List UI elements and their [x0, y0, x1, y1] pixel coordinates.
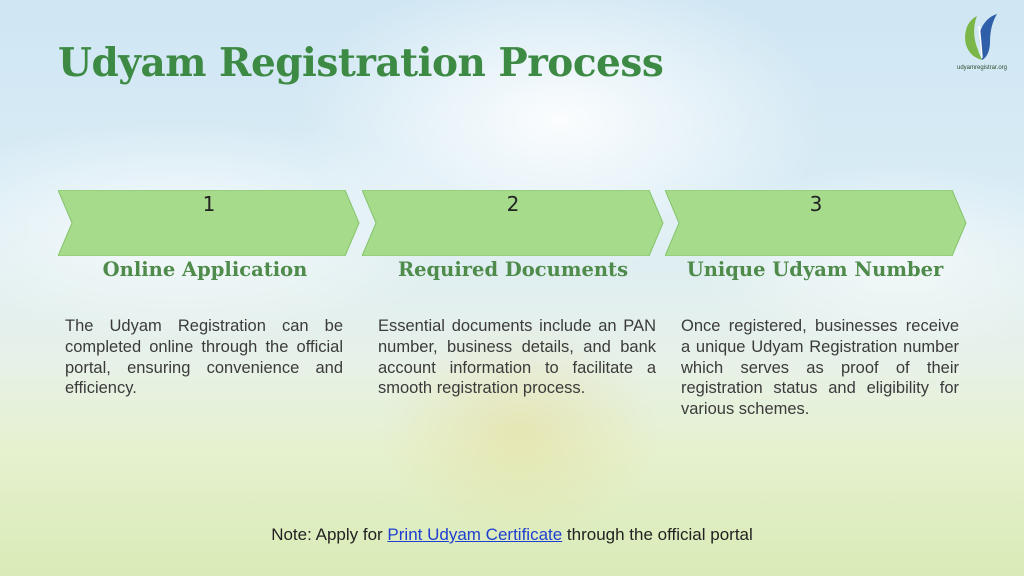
- step-1-description: The Udyam Registration can be completed online through the official portal, ensuring convenience and efficiency.: [65, 317, 343, 398]
- step-1-number: 1: [202, 192, 216, 216]
- logo: [950, 12, 1014, 84]
- step-1-chevron: [58, 190, 360, 256]
- step-2-title: Required Documents: [397, 258, 629, 281]
- note-prefix: Note: Apply for: [271, 525, 388, 544]
- udyamregistrar-leaf-logo-icon: [957, 12, 1007, 64]
- step-3-title: Unique Udyam Number: [686, 258, 944, 281]
- step-1-title: Online Application: [102, 258, 308, 281]
- step-3-number: 3: [809, 192, 823, 216]
- step-3-description: Once registered, businesses receive a unique Udyam Registration number which serves as proof of their registration status and eligibility for various schemes.: [681, 317, 959, 419]
- footer-note: [0, 525, 1024, 545]
- step-2-number: 2: [506, 192, 520, 216]
- step-2-chevron: [362, 190, 664, 256]
- page-title: Udyam Registration Process: [58, 40, 664, 86]
- step-3-chevron: [665, 190, 967, 256]
- logo-text: udyamregistrar.org: [956, 65, 1008, 71]
- print-udyam-certificate-link[interactable]: Print Udyam Certificate: [387, 525, 563, 544]
- note-suffix: through the official portal: [562, 525, 753, 544]
- step-2-description: Essential documents include an PAN number, business details, and bank account information to facilitate a smooth registration process.: [378, 317, 656, 398]
